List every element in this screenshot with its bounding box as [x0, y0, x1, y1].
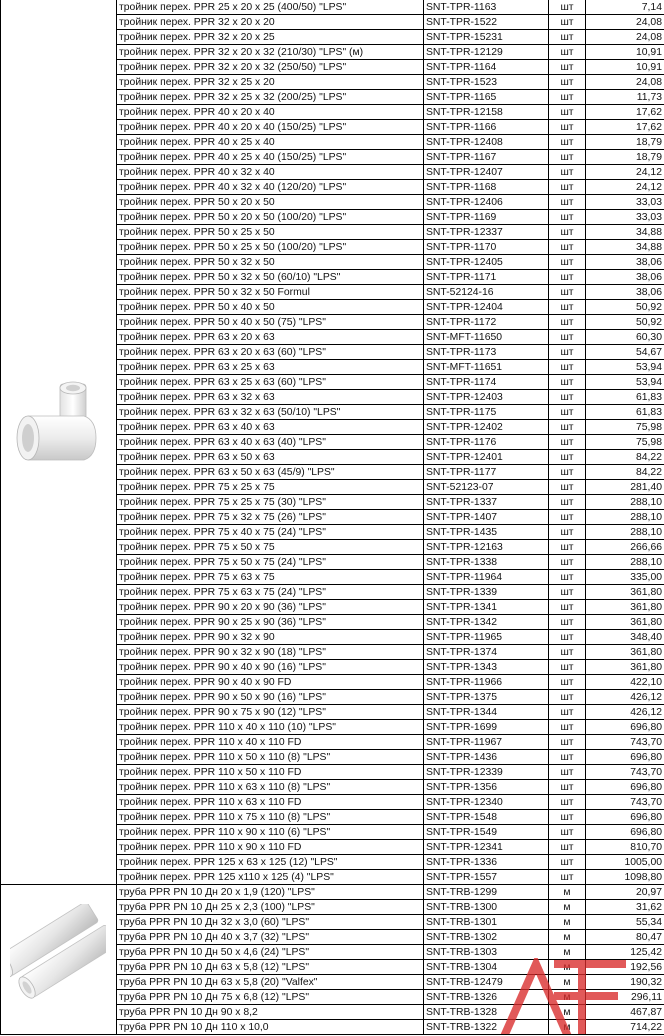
- ppr-pipe-icon: [10, 904, 106, 1004]
- product-name-cell: тройник перех. PPR 90 x 50 x 90 (16) "LPS": [117, 690, 424, 705]
- price-cell: 11,73: [586, 90, 664, 105]
- unit-cell: шт: [549, 450, 586, 465]
- price-cell: 1098,80: [586, 870, 664, 885]
- unit-cell: шт: [549, 780, 586, 795]
- price-cell: 53,94: [586, 360, 664, 375]
- unit-cell: шт: [549, 150, 586, 165]
- unit-cell: шт: [549, 825, 586, 840]
- product-code-cell: SNT-TPR-1549: [424, 825, 549, 840]
- price-cell: 281,40: [586, 480, 664, 495]
- unit-cell: шт: [549, 570, 586, 585]
- product-name-cell: тройник перех. PPR 40 x 25 x 40: [117, 135, 424, 150]
- product-name-cell: тройник перех. PPR 110 x 63 x 110 FD: [117, 795, 424, 810]
- price-cell: 54,67: [586, 345, 664, 360]
- product-code-cell: SNT-TPR-1168: [424, 180, 549, 195]
- unit-cell: шт: [549, 135, 586, 150]
- product-name-cell: тройник перех. PPR 75 x 25 x 75 (30) "LPS": [117, 495, 424, 510]
- price-cell: 288,10: [586, 555, 664, 570]
- unit-cell: шт: [549, 540, 586, 555]
- product-code-cell: SNT-TPR-12341: [424, 840, 549, 855]
- product-name-cell: тройник перех. PPR 90 x 25 x 90 (36) "LPS": [117, 615, 424, 630]
- product-code-cell: SNT-TRB-12479: [424, 975, 549, 990]
- price-cell: 288,10: [586, 510, 664, 525]
- product-code-cell: SNT-TPR-1548: [424, 810, 549, 825]
- product-name-cell: тройник перех. PPR 63 x 20 x 63 (60) "LPS": [117, 345, 424, 360]
- product-name-cell: тройник перех. PPR 63 x 25 x 63 (60) "LPS": [117, 375, 424, 390]
- unit-cell: шт: [549, 390, 586, 405]
- unit-cell: шт: [549, 345, 586, 360]
- price-cell: 75,98: [586, 420, 664, 435]
- product-code-cell: SNT-TPR-1163: [424, 0, 549, 15]
- product-code-cell: SNT-TPR-1522: [424, 15, 549, 30]
- unit-cell: шт: [549, 795, 586, 810]
- product-code-cell: SNT-TPR-12163: [424, 540, 549, 555]
- price-cell: 288,10: [586, 525, 664, 540]
- price-cell: 422,10: [586, 675, 664, 690]
- unit-cell: шт: [549, 765, 586, 780]
- product-code-cell: SNT-TPR-1165: [424, 90, 549, 105]
- price-cell: 696,80: [586, 720, 664, 735]
- product-name-cell: тройник перех. PPR 50 x 32 x 50 Formul: [117, 285, 424, 300]
- product-code-cell: SNT-TPR-1435: [424, 525, 549, 540]
- unit-cell: м: [549, 975, 586, 990]
- price-cell: 190,32: [586, 975, 664, 990]
- product-code-cell: SNT-TRB-1328: [424, 1005, 549, 1020]
- unit-cell: шт: [549, 585, 586, 600]
- price-cell: 192,56: [586, 960, 664, 975]
- product-code-cell: SNT-TRB-1303: [424, 945, 549, 960]
- price-cell: 17,62: [586, 120, 664, 135]
- product-name-cell: тройник перех. PPR 125 x110 x 125 (4) "LPS": [117, 870, 424, 885]
- product-code-cell: SNT-TPR-15231: [424, 30, 549, 45]
- product-code-cell: SNT-TPR-1343: [424, 660, 549, 675]
- product-name-cell: тройник перех. PPR 110 x 40 x 110 (10) "LPS": [117, 720, 424, 735]
- product-name-cell: тройник перех. PPR 32 x 25 x 32 (200/25) "LPS": [117, 90, 424, 105]
- table-row: [1, 0, 664, 15]
- product-code-cell: SNT-TPR-12129: [424, 45, 549, 60]
- product-code-cell: SNT-52123-07: [424, 480, 549, 495]
- unit-cell: шт: [549, 15, 586, 30]
- price-cell: 743,70: [586, 765, 664, 780]
- price-cell: 38,06: [586, 285, 664, 300]
- product-name-cell: тройник перех. PPR 125 x 63 x 125 (12) "LPS": [117, 855, 424, 870]
- product-name-cell: труба PPR PN 10 Дн 63 x 5,8 (20) "Valfex": [117, 975, 424, 990]
- product-name-cell: тройник перех. PPR 90 x 40 x 90 FD: [117, 675, 424, 690]
- product-code-cell: SNT-TPR-12406: [424, 195, 549, 210]
- unit-cell: шт: [549, 600, 586, 615]
- price-cell: 125,42: [586, 945, 664, 960]
- product-code-cell: SNT-TPR-1177: [424, 465, 549, 480]
- price-cell: 18,79: [586, 150, 664, 165]
- unit-cell: шт: [549, 270, 586, 285]
- product-code-cell: SNT-TPR-1176: [424, 435, 549, 450]
- product-name-cell: тройник перех. PPR 25 x 20 x 25 (400/50) "LPS": [117, 0, 424, 15]
- product-code-cell: SNT-TPR-1175: [424, 405, 549, 420]
- product-code-cell: SNT-TRB-1299: [424, 885, 549, 900]
- product-code-cell: SNT-TPR-1167: [424, 150, 549, 165]
- product-name-cell: тройник перех. PPR 63 x 40 x 63: [117, 420, 424, 435]
- product-name-cell: тройник перех. PPR 75 x 50 x 75 (24) "LPS": [117, 555, 424, 570]
- product-name-cell: труба PPR PN 10 Дн 90 x 8,2: [117, 1005, 424, 1020]
- product-name-cell: тройник перех. PPR 40 x 32 x 40: [117, 165, 424, 180]
- unit-cell: шт: [549, 330, 586, 345]
- product-name-cell: тройник перех. PPR 50 x 40 x 50 (75) "LPS": [117, 315, 424, 330]
- product-name-cell: тройник перех. PPR 110 x 75 x 110 (8) "LPS": [117, 810, 424, 825]
- product-name-cell: тройник перех. PPR 90 x 75 x 90 (12) "LPS": [117, 705, 424, 720]
- price-cell: 75,98: [586, 435, 664, 450]
- product-code-cell: SNT-TRB-1326: [424, 990, 549, 1005]
- product-name-cell: тройник перех. PPR 32 x 20 x 32 (250/50) "LPS": [117, 60, 424, 75]
- product-code-cell: SNT-TPR-1171: [424, 270, 549, 285]
- unit-cell: шт: [549, 360, 586, 375]
- unit-cell: шт: [549, 75, 586, 90]
- product-code-cell: SNT-TPR-1336: [424, 855, 549, 870]
- unit-cell: шт: [549, 240, 586, 255]
- product-code-cell: SNT-TPR-1374: [424, 645, 549, 660]
- price-cell: 361,80: [586, 615, 664, 630]
- product-name-cell: тройник перех. PPR 75 x 63 x 75: [117, 570, 424, 585]
- price-cell: 24,08: [586, 15, 664, 30]
- price-cell: 361,80: [586, 660, 664, 675]
- unit-cell: шт: [549, 690, 586, 705]
- unit-cell: м: [549, 1005, 586, 1020]
- product-code-cell: SNT-TPR-11966: [424, 675, 549, 690]
- product-name-cell: тройник перех. PPR 110 x 90 x 110 FD: [117, 840, 424, 855]
- product-code-cell: SNT-TPR-1164: [424, 60, 549, 75]
- unit-cell: шт: [549, 0, 586, 15]
- product-name-cell: тройник перех. PPR 110 x 90 x 110 (6) "LPS": [117, 825, 424, 840]
- product-code-cell: SNT-TPR-1174: [424, 375, 549, 390]
- price-cell: 714,22: [586, 1020, 664, 1035]
- price-cell: 38,06: [586, 255, 664, 270]
- unit-cell: шт: [549, 45, 586, 60]
- product-name-cell: тройник перех. PPR 40 x 32 x 40 (120/20) "LPS": [117, 180, 424, 195]
- price-cell: 31,62: [586, 900, 664, 915]
- product-name-cell: тройник перех. PPR 63 x 20 x 63: [117, 330, 424, 345]
- unit-cell: шт: [549, 105, 586, 120]
- price-cell: 696,80: [586, 780, 664, 795]
- price-cell: 24,12: [586, 165, 664, 180]
- price-cell: 361,80: [586, 645, 664, 660]
- unit-cell: шт: [549, 210, 586, 225]
- product-code-cell: SNT-TPR-1170: [424, 240, 549, 255]
- price-cell: 743,70: [586, 735, 664, 750]
- unit-cell: м: [549, 960, 586, 975]
- price-cell: 61,83: [586, 390, 664, 405]
- price-cell: 18,79: [586, 135, 664, 150]
- unit-cell: м: [549, 930, 586, 945]
- price-cell: 38,06: [586, 270, 664, 285]
- product-code-cell: SNT-TPR-12340: [424, 795, 549, 810]
- product-name-cell: труба PPR PN 10 Дн 20 x 1,9 (120) "LPS": [117, 885, 424, 900]
- unit-cell: шт: [549, 705, 586, 720]
- unit-cell: шт: [549, 675, 586, 690]
- unit-cell: м: [549, 990, 586, 1005]
- price-cell: 361,80: [586, 600, 664, 615]
- product-name-cell: тройник перех. PPR 110 x 50 x 110 (8) "LPS": [117, 750, 424, 765]
- product-code-cell: SNT-TPR-1166: [424, 120, 549, 135]
- unit-cell: м: [549, 885, 586, 900]
- product-code-cell: SNT-TPR-12401: [424, 450, 549, 465]
- unit-cell: шт: [549, 375, 586, 390]
- price-cell: 50,92: [586, 315, 664, 330]
- product-code-cell: SNT-TPR-1557: [424, 870, 549, 885]
- price-cell: 34,88: [586, 240, 664, 255]
- product-code-cell: SNT-TRB-1301: [424, 915, 549, 930]
- product-name-cell: тройник перех. PPR 32 x 20 x 32 (210/30) "LPS" (м): [117, 45, 424, 60]
- unit-cell: шт: [549, 870, 586, 885]
- price-cell: 53,94: [586, 375, 664, 390]
- price-cell: 335,00: [586, 570, 664, 585]
- price-cell: 10,91: [586, 60, 664, 75]
- unit-cell: шт: [549, 315, 586, 330]
- unit-cell: шт: [549, 615, 586, 630]
- product-code-cell: SNT-TPR-12403: [424, 390, 549, 405]
- product-name-cell: тройник перех. PPR 50 x 20 x 50: [117, 195, 424, 210]
- product-code-cell: SNT-TPR-12337: [424, 225, 549, 240]
- price-cell: 24,12: [586, 180, 664, 195]
- product-code-cell: SNT-52124-16: [424, 285, 549, 300]
- product-name-cell: труба PPR PN 10 Дн 75 x 6,8 (12) "LPS": [117, 990, 424, 1005]
- unit-cell: шт: [549, 30, 586, 45]
- unit-cell: шт: [549, 480, 586, 495]
- unit-cell: шт: [549, 750, 586, 765]
- price-cell: 696,80: [586, 825, 664, 840]
- product-code-cell: SNT-TPR-1344: [424, 705, 549, 720]
- product-name-cell: труба PPR PN 10 Дн 32 x 3,0 (60) "LPS": [117, 915, 424, 930]
- product-name-cell: тройник перех. PPR 50 x 20 x 50 (100/20) "LPS": [117, 210, 424, 225]
- price-cell: 467,87: [586, 1005, 664, 1020]
- product-name-cell: труба PPR PN 10 Дн 63 x 5,8 (12) "LPS": [117, 960, 424, 975]
- product-code-cell: SNT-TPR-1356: [424, 780, 549, 795]
- product-name-cell: тройник перех. PPR 110 x 40 x 110 FD: [117, 735, 424, 750]
- unit-cell: шт: [549, 420, 586, 435]
- product-code-cell: SNT-TPR-1342: [424, 615, 549, 630]
- price-cell: 17,62: [586, 105, 664, 120]
- product-name-cell: тройник перех. PPR 40 x 20 x 40: [117, 105, 424, 120]
- product-name-cell: тройник перех. PPR 75 x 50 x 75: [117, 540, 424, 555]
- price-cell: 10,91: [586, 45, 664, 60]
- price-cell: 426,12: [586, 690, 664, 705]
- unit-cell: м: [549, 945, 586, 960]
- product-code-cell: SNT-TPR-12407: [424, 165, 549, 180]
- price-cell: 348,40: [586, 630, 664, 645]
- product-code-cell: SNT-TPR-1338: [424, 555, 549, 570]
- unit-cell: шт: [549, 645, 586, 660]
- price-cell: 33,03: [586, 210, 664, 225]
- price-cell: 266,66: [586, 540, 664, 555]
- product-name-cell: тройник перех. PPR 63 x 32 x 63: [117, 390, 424, 405]
- product-code-cell: SNT-TPR-1339: [424, 585, 549, 600]
- unit-cell: шт: [549, 165, 586, 180]
- price-table-body: [1, 0, 664, 1035]
- price-cell: 296,11: [586, 990, 664, 1005]
- product-code-cell: SNT-TRB-1304: [424, 960, 549, 975]
- product-name-cell: тройник перех. PPR 75 x 32 x 75 (26) "LPS": [117, 510, 424, 525]
- product-code-cell: SNT-TPR-1407: [424, 510, 549, 525]
- product-name-cell: тройник перех. PPR 40 x 20 x 40 (150/25) "LPS": [117, 120, 424, 135]
- price-cell: 55,34: [586, 915, 664, 930]
- price-cell: 80,47: [586, 930, 664, 945]
- product-code-cell: SNT-MFT-11650: [424, 330, 549, 345]
- product-name-cell: тройник перех. PPR 50 x 32 x 50 (60/10) "LPS": [117, 270, 424, 285]
- product-code-cell: SNT-TPR-11964: [424, 570, 549, 585]
- product-code-cell: SNT-TPR-11965: [424, 630, 549, 645]
- unit-cell: шт: [549, 630, 586, 645]
- product-code-cell: SNT-TPR-1169: [424, 210, 549, 225]
- price-cell: 50,92: [586, 300, 664, 315]
- product-name-cell: тройник перех. PPR 32 x 25 x 20: [117, 75, 424, 90]
- product-name-cell: тройник перех. PPR 90 x 20 x 90 (36) "LPS": [117, 600, 424, 615]
- product-name-cell: тройник перех. PPR 40 x 25 x 40 (150/25) "LPS": [117, 150, 424, 165]
- unit-cell: шт: [549, 225, 586, 240]
- product-code-cell: SNT-TPR-1699: [424, 720, 549, 735]
- product-name-cell: тройник перех. PPR 63 x 50 x 63: [117, 450, 424, 465]
- product-code-cell: SNT-TPR-12408: [424, 135, 549, 150]
- product-name-cell: тройник перех. PPR 63 x 25 x 63: [117, 360, 424, 375]
- unit-cell: шт: [549, 810, 586, 825]
- price-cell: 7,14: [586, 0, 664, 15]
- product-name-cell: тройник перех. PPR 50 x 25 x 50 (100/20) "LPS": [117, 240, 424, 255]
- price-cell: 361,80: [586, 585, 664, 600]
- price-cell: 696,80: [586, 810, 664, 825]
- price-cell: 34,88: [586, 225, 664, 240]
- price-cell: 743,70: [586, 795, 664, 810]
- price-cell: 33,03: [586, 195, 664, 210]
- unit-cell: шт: [549, 840, 586, 855]
- product-code-cell: SNT-TPR-1337: [424, 495, 549, 510]
- unit-cell: шт: [549, 510, 586, 525]
- product-code-cell: SNT-TRB-1302: [424, 930, 549, 945]
- product-name-cell: тройник перех. PPR 32 x 20 x 25: [117, 30, 424, 45]
- product-code-cell: SNT-TPR-12339: [424, 765, 549, 780]
- product-code-cell: SNT-TPR-12404: [424, 300, 549, 315]
- product-code-cell: SNT-TRB-1322: [424, 1020, 549, 1035]
- unit-cell: шт: [549, 405, 586, 420]
- product-code-cell: SNT-TPR-1172: [424, 315, 549, 330]
- price-cell: 84,22: [586, 465, 664, 480]
- price-cell: 288,10: [586, 495, 664, 510]
- product-code-cell: SNT-TPR-1523: [424, 75, 549, 90]
- price-cell: 61,83: [586, 405, 664, 420]
- unit-cell: шт: [549, 255, 586, 270]
- unit-cell: шт: [549, 195, 586, 210]
- unit-cell: шт: [549, 495, 586, 510]
- product-name-cell: труба PPR PN 10 Дн 110 x 10,0: [117, 1020, 424, 1035]
- price-cell: 84,22: [586, 450, 664, 465]
- price-cell: 24,08: [586, 75, 664, 90]
- unit-cell: шт: [549, 720, 586, 735]
- price-cell: 1005,00: [586, 855, 664, 870]
- unit-cell: шт: [549, 660, 586, 675]
- product-code-cell: SNT-MFT-11651: [424, 360, 549, 375]
- price-cell: 20,97: [586, 885, 664, 900]
- unit-cell: шт: [549, 855, 586, 870]
- product-name-cell: тройник перех. PPR 90 x 40 x 90 (16) "LPS": [117, 660, 424, 675]
- product-code-cell: SNT-TPR-1375: [424, 690, 549, 705]
- product-name-cell: тройник перех. PPR 50 x 32 x 50: [117, 255, 424, 270]
- product-code-cell: SNT-TPR-12402: [424, 420, 549, 435]
- product-name-cell: тройник перех. PPR 90 x 32 x 90 (18) "LPS": [117, 645, 424, 660]
- product-code-cell: SNT-TPR-12405: [424, 255, 549, 270]
- unit-cell: м: [549, 900, 586, 915]
- product-name-cell: тройник перех. PPR 50 x 25 x 50: [117, 225, 424, 240]
- product-name-cell: труба PPR PN 10 Дн 40 x 3,7 (32) "LPS": [117, 930, 424, 945]
- unit-cell: шт: [549, 435, 586, 450]
- product-name-cell: тройник перех. PPR 75 x 40 x 75 (24) "LPS": [117, 525, 424, 540]
- product-name-cell: тройник перех. PPR 110 x 50 x 110 FD: [117, 765, 424, 780]
- product-name-cell: тройник перех. PPR 75 x 63 x 75 (24) "LPS": [117, 585, 424, 600]
- unit-cell: шт: [549, 180, 586, 195]
- product-name-cell: труба PPR PN 10 Дн 25 x 2,3 (100) "LPS": [117, 900, 424, 915]
- product-name-cell: тройник перех. PPR 32 x 20 x 20: [117, 15, 424, 30]
- price-cell: 810,70: [586, 840, 664, 855]
- unit-cell: шт: [549, 120, 586, 135]
- price-cell: 696,80: [586, 750, 664, 765]
- price-cell: 24,08: [586, 30, 664, 45]
- product-code-cell: SNT-TPR-12158: [424, 105, 549, 120]
- product-code-cell: SNT-TRB-1300: [424, 900, 549, 915]
- product-name-cell: тройник перех. PPR 63 x 32 x 63 (50/10) "LPS": [117, 405, 424, 420]
- product-name-cell: тройник перех. PPR 63 x 50 x 63 (45/9) "LPS": [117, 465, 424, 480]
- unit-cell: шт: [549, 465, 586, 480]
- product-name-cell: тройник перех. PPR 63 x 40 x 63 (40) "LPS": [117, 435, 424, 450]
- product-code-cell: SNT-TPR-1341: [424, 600, 549, 615]
- price-cell: 60,30: [586, 330, 664, 345]
- product-code-cell: SNT-TPR-11967: [424, 735, 549, 750]
- unit-cell: шт: [549, 555, 586, 570]
- product-name-cell: тройник перех. PPR 50 x 40 x 50: [117, 300, 424, 315]
- price-cell: 426,12: [586, 705, 664, 720]
- product-name-cell: тройник перех. PPR 110 x 63 x 110 (8) "LPS": [117, 780, 424, 795]
- unit-cell: м: [549, 915, 586, 930]
- product-name-cell: тройник перех. PPR 90 x 32 x 90: [117, 630, 424, 645]
- product-name-cell: труба PPR PN 10 Дн 50 x 4,6 (24) "LPS": [117, 945, 424, 960]
- unit-cell: шт: [549, 90, 586, 105]
- unit-cell: м: [549, 1020, 586, 1035]
- product-code-cell: SNT-TPR-1173: [424, 345, 549, 360]
- product-code-cell: SNT-TPR-1436: [424, 750, 549, 765]
- unit-cell: шт: [549, 285, 586, 300]
- table-row: [1, 885, 664, 900]
- ppr-tee-reducer-icon: [12, 380, 100, 468]
- unit-cell: шт: [549, 525, 586, 540]
- unit-cell: шт: [549, 735, 586, 750]
- unit-cell: шт: [549, 60, 586, 75]
- product-name-cell: тройник перех. PPR 75 x 25 x 75: [117, 480, 424, 495]
- unit-cell: шт: [549, 300, 586, 315]
